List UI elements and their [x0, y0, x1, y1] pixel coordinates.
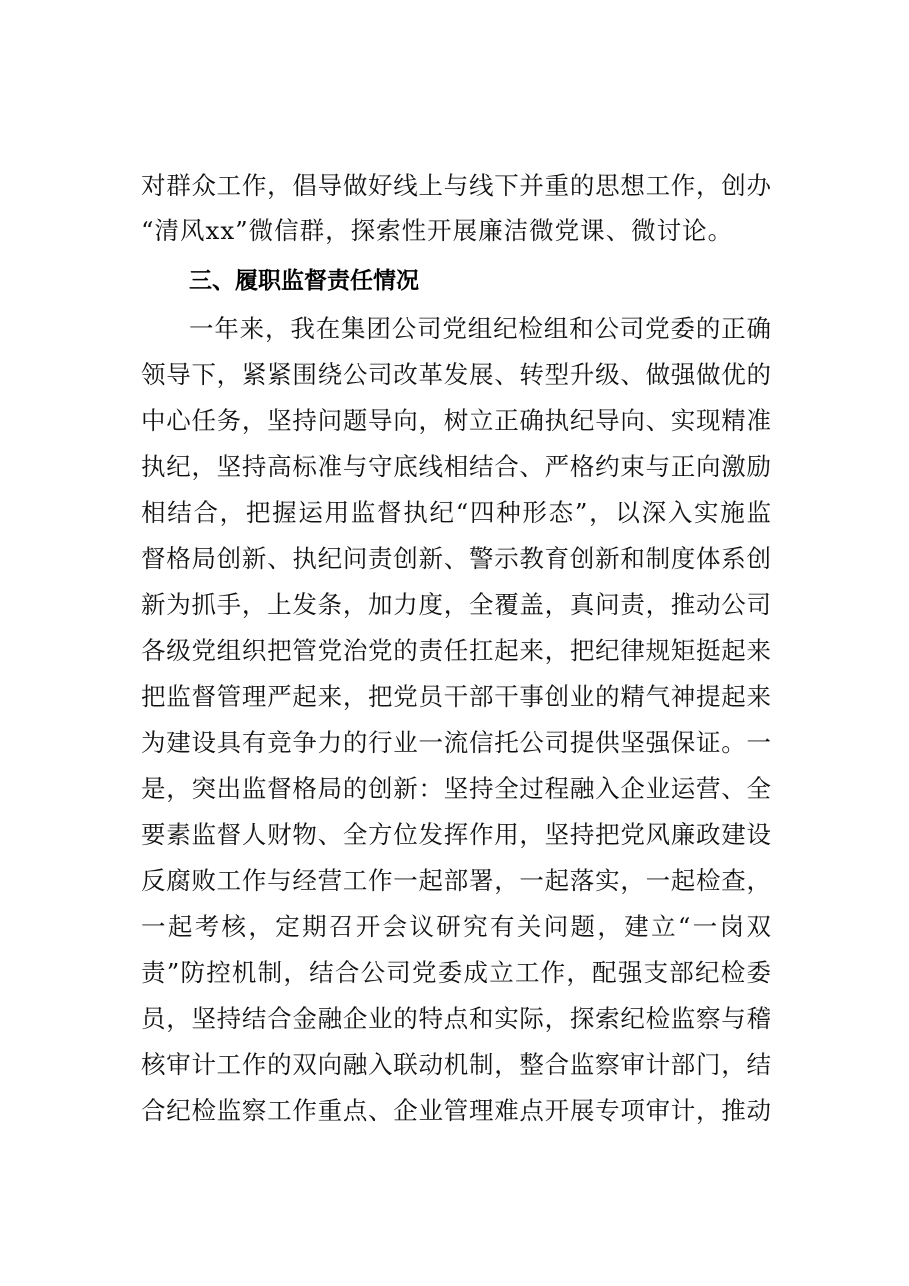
paragraph-line: 新为抓手，上发条，加力度，全覆盖，真问责，推动公司: [141, 590, 771, 619]
paragraph-line: 对群众工作，倡导做好线上与线下并重的思想工作，创办: [141, 171, 771, 200]
paragraph-line: 是，突出监督格局的创新：坚持全过程融入企业运营、全: [141, 774, 771, 803]
paragraph-line: 相结合，把握运用监督执纪“四种形态”，以深入实施监: [141, 498, 771, 527]
section-heading: 三、履职监督责任情况: [189, 268, 419, 294]
paragraph-line: “清风xx”微信群，探索性开展廉洁微党课、微讨论。: [141, 216, 734, 245]
paragraph-line: 中心任务，坚持问题导向，树立正确执纪导向、实现精准: [141, 406, 771, 435]
paragraph-line: 核审计工作的双向融入联动机制，整合监察审计部门，结: [141, 1050, 771, 1079]
paragraph-line: 执纪，坚持高标准与守底线相结合、严格约束与正向激励: [141, 452, 771, 481]
paragraph-line: 反腐败工作与经营工作一起部署，一起落实，一起检查，: [141, 866, 771, 895]
paragraph-line: 领导下，紧紧围绕公司改革发展、转型升级、做强做优的: [141, 360, 771, 389]
paragraph-line: 一年来，我在集团公司党组纪检组和公司党委的正确: [189, 314, 771, 343]
paragraph-line: 合纪检监察工作重点、企业管理难点开展专项审计，推动: [141, 1096, 771, 1125]
paragraph-line: 为建设具有竞争力的行业一流信托公司提供坚强保证。一: [141, 728, 771, 757]
paragraph-line: 把监督管理严起来，把党员干部干事创业的精气神提起来: [141, 682, 771, 711]
paragraph-line: 要素监督人财物、全方位发挥作用，坚持把党风廉政建设: [141, 820, 771, 849]
paragraph-line: 各级党组织把管党治党的责任扛起来，把纪律规矩挺起来: [141, 636, 771, 665]
paragraph-line: 员，坚持结合金融企业的特点和实际，探索纪检监察与稽: [141, 1004, 771, 1033]
paragraph-line: 一起考核，定期召开会议研究有关问题，建立“一岗双: [141, 912, 771, 941]
paragraph-line: 责”防控机制，结合公司党委成立工作，配强支部纪检委: [141, 958, 771, 987]
paragraph-line: 督格局创新、执纪问责创新、警示教育创新和制度体系创: [141, 544, 771, 573]
